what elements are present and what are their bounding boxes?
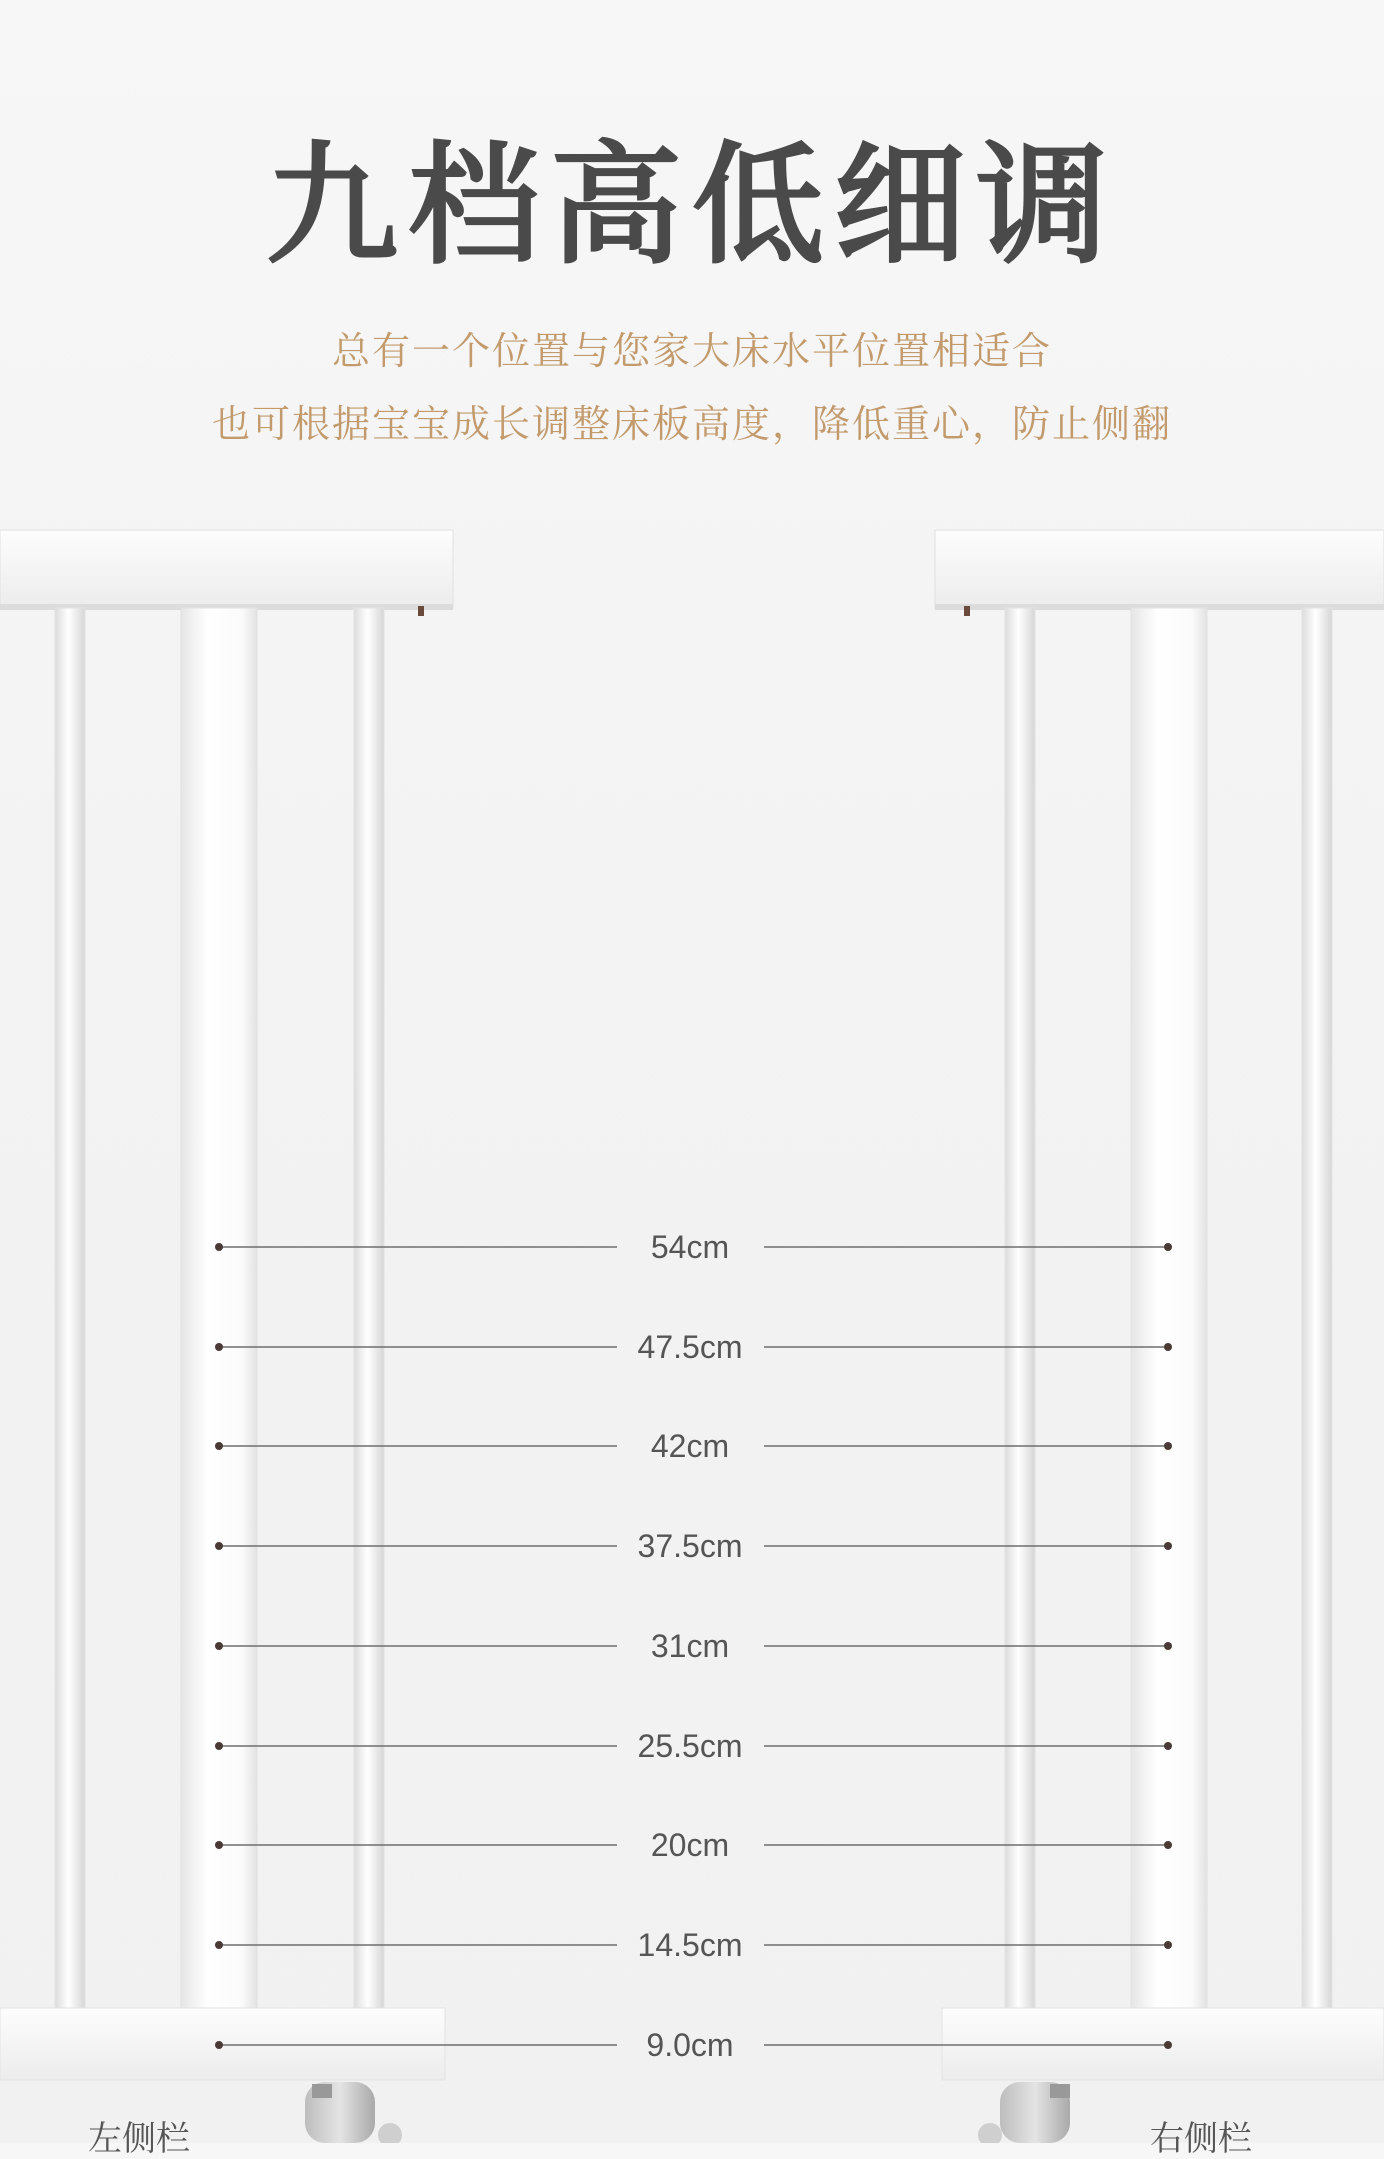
height-label: 37.5cm bbox=[637, 1528, 743, 1564]
right-rod-1 bbox=[1005, 608, 1035, 2008]
left-rod-2 bbox=[354, 608, 384, 2008]
right-top-rail bbox=[935, 530, 1384, 608]
right-post bbox=[1131, 608, 1207, 2008]
marker-dot-left bbox=[215, 2041, 223, 2049]
marker-dot-right bbox=[1164, 1841, 1172, 1849]
marker-dot-left bbox=[215, 1343, 223, 1351]
marker-dot-right bbox=[1164, 1642, 1172, 1650]
marker-dot-left bbox=[215, 1243, 223, 1251]
height-label: 14.5cm bbox=[637, 1927, 743, 1963]
marker-dot-left bbox=[215, 1742, 223, 1750]
left-top-rail bbox=[0, 530, 453, 608]
left-post bbox=[181, 608, 257, 2008]
height-label: 20cm bbox=[650, 1827, 730, 1863]
left-crib-side bbox=[0, 530, 453, 2143]
marker-dot-right bbox=[1164, 1343, 1172, 1351]
height-label: 47.5cm bbox=[637, 1329, 743, 1365]
marker-dot-right bbox=[1164, 1941, 1172, 1949]
marker-dot-right bbox=[1164, 1442, 1172, 1450]
left-rod-1 bbox=[55, 608, 85, 2008]
right-crib-side bbox=[935, 530, 1384, 2143]
right-caster-wheel bbox=[978, 2082, 1070, 2143]
height-label: 54cm bbox=[650, 1229, 730, 1265]
marker-dot-right bbox=[1164, 1542, 1172, 1550]
marker-dot-right bbox=[1164, 2041, 1172, 2049]
marker-dot-left bbox=[215, 1941, 223, 1949]
left-side-caption: 左侧栏 bbox=[88, 2119, 190, 2159]
right-pin bbox=[964, 606, 970, 616]
subtitle-line-2: 也可根据宝宝成长调整床板高度，降低重心，防止侧翻 bbox=[211, 402, 1172, 446]
marker-dot-left bbox=[215, 1642, 223, 1650]
marker-dot-left bbox=[215, 1841, 223, 1849]
marker-dot-right bbox=[1164, 1742, 1172, 1750]
marker-dot-left bbox=[215, 1442, 223, 1450]
left-pin bbox=[418, 606, 424, 616]
page-title: 九档高低细调 bbox=[266, 129, 1118, 283]
height-label: 25.5cm bbox=[637, 1728, 743, 1764]
height-label: 42cm bbox=[650, 1428, 730, 1464]
height-label: 9.0cm bbox=[646, 2027, 734, 2063]
right-rod-2 bbox=[1302, 608, 1332, 2008]
marker-dot-right bbox=[1164, 1243, 1172, 1251]
subtitle-line-1: 总有一个位置与您家大床水平位置相适合 bbox=[331, 329, 1052, 373]
left-caster-wheel bbox=[305, 2082, 402, 2143]
right-bottom-rail bbox=[942, 2008, 1384, 2080]
height-label: 31cm bbox=[650, 1628, 730, 1664]
marker-dot-left bbox=[215, 1542, 223, 1550]
right-side-caption: 右侧栏 bbox=[1150, 2119, 1252, 2159]
